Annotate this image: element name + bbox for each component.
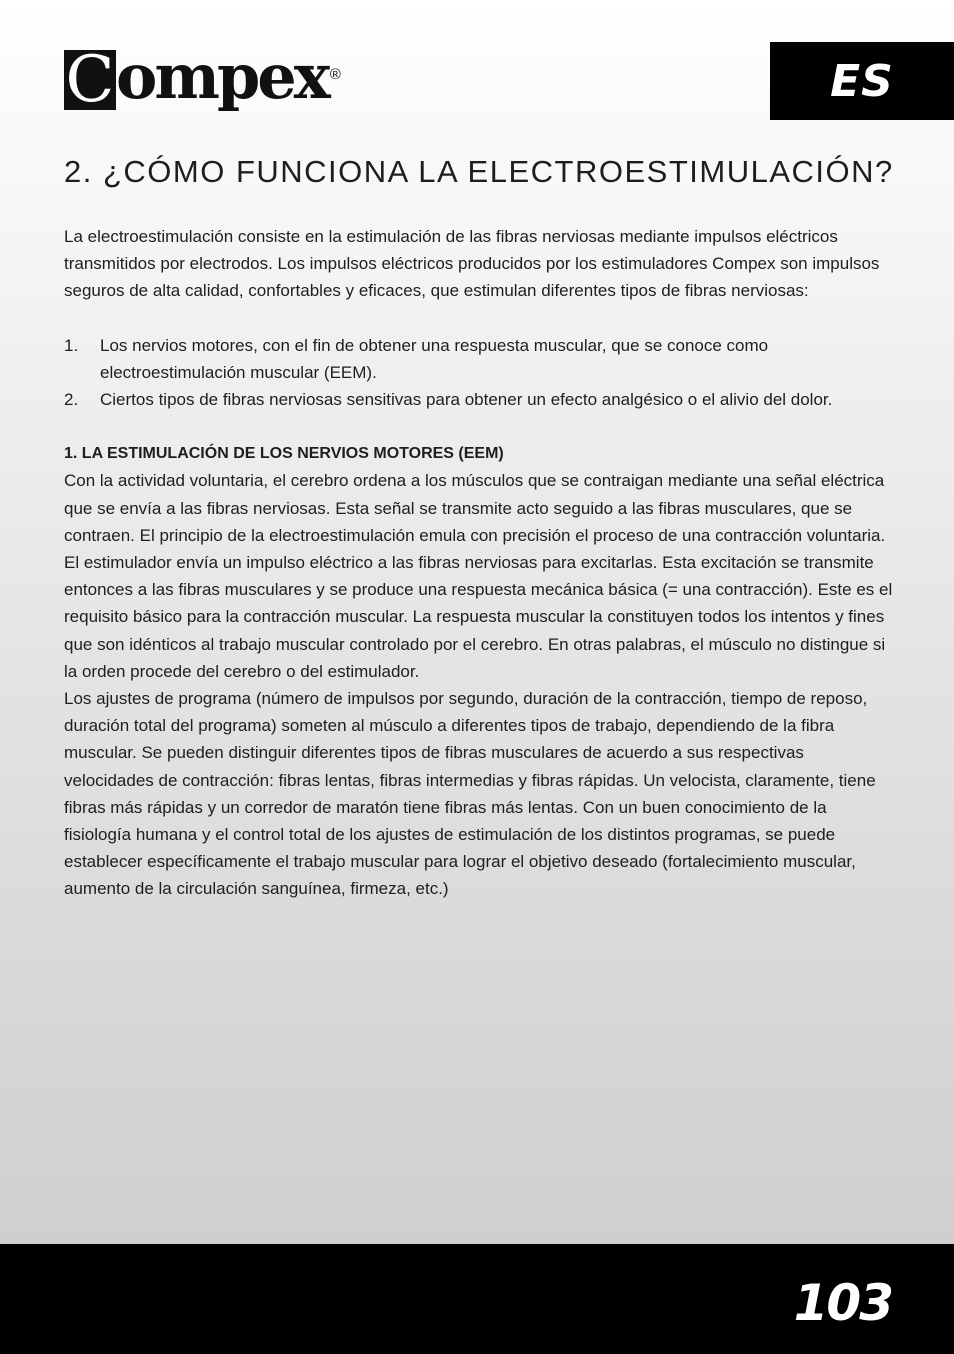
page-footer	[0, 1244, 954, 1354]
page-number: 103	[793, 1274, 892, 1332]
nerve-types-list	[64, 332, 894, 414]
logo-initial-block: C	[65, 50, 115, 110]
section-paragraph: Los ajustes de programa (número de impulsos por segundo, duración de la contracción, tiempo de reposo, duración total del programa) someten al músculo a diferentes tipos de trabajo, dependiendo de la fibra muscular. Se pueden distinguir diferentes tipos de fibras musculares de acuerdo a sus respectivas velocidades de contracción: fibras lentas, fibras intermedias y fibras rápidas. Un velocista, claramente, tiene fibras más rápidas y un corredor de maratón tiene fibras más lentas. Con un buen conocimiento de la fisiología humana y el control total de los ajustes de estimulación de los distintos programas, se puede establecer específicamente el trabajo muscular para lograr el objetivo deseado (fortalecimiento muscular, aumento de la circulación sanguínea, firmeza, etc.)	[64, 689, 876, 899]
language-tab: ES	[770, 42, 954, 120]
list-text: Los nervios motores, con el fin de obtener una respuesta muscular, que se conoce como electroestimulación muscular (EEM).	[100, 335, 769, 382]
page-title: 2. ¿CÓMO FUNCIONA LA ELECTROESTIMULACIÓN?	[64, 154, 894, 189]
section-paragraph: Con la actividad voluntaria, el cerebro ordena a los músculos que se contraigan mediante una señal eléctrica que se envía a las fibras nerviosas. Esta señal se transmite acto seguido a las fibras musculares, que se contraen. El principio de la electroestimulación emula con precisión el proceso de una contracción voluntaria. El estimulador envía un impulso eléctrico a las fibras nerviosas para excitarlas. Esta excitación se transmite entonces a las fibras musculares y se produce una respuesta mecánica básica (= una contracción). Este es el requisito básico para la contracción muscular. La respuesta muscular la constituyen todos los intentos y fines que son idénticos al trabajo muscular controlado por el cerebro. En otras palabras, el músculo no distingue si la orden procede del cerebro o del estimulador.	[64, 471, 893, 681]
list-number: 2.	[64, 390, 79, 410]
registered-mark: ®	[329, 66, 341, 83]
main-content	[64, 223, 894, 903]
list-text: Ciertos tipos de fibras nerviosas sensitivas para obtener un efecto analgésico o el alivio del dolor.	[100, 390, 833, 410]
list-number: 1.	[64, 335, 79, 355]
list-item	[64, 332, 894, 386]
section-title: 1. LA ESTIMULACIÓN DE LOS NERVIOS MOTORES (EEM)	[64, 445, 504, 463]
intro-paragraph: La electroestimulación consiste en la estimulación de las fibras nerviosas mediante impulsos eléctricos transmitidos por electrodos. Los impulsos eléctricos producidos por los estimuladores Compex son impulsos seguros de alta calidad, confortables y eficaces, que estimulan diferentes tipos de fibras nerviosas:	[64, 227, 880, 301]
compex-logo	[64, 34, 341, 124]
logo-wordmark: ompex	[116, 40, 328, 113]
list-item	[64, 386, 894, 413]
